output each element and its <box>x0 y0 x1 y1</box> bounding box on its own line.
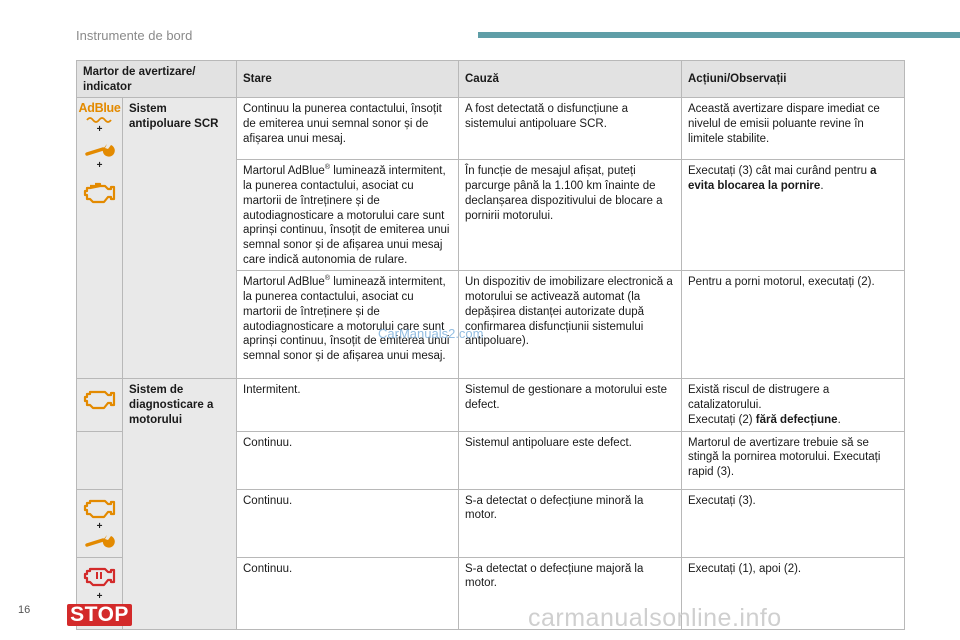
header-state: Stare <box>237 61 459 98</box>
page-number: 16 <box>18 604 31 616</box>
header-cause: Cauză <box>459 61 682 98</box>
state-text: Martorul AdBlue <box>243 165 325 178</box>
adblue-warning-icon: AdBlue <box>78 101 121 116</box>
engine-fault-icon <box>83 564 117 590</box>
wrench-service-icon <box>85 143 115 159</box>
diag-icon-cell-empty <box>77 431 123 489</box>
registered-mark: ® <box>324 164 330 172</box>
state-text: Martorul AdBlue <box>243 276 325 289</box>
plus-sign: + <box>96 520 103 532</box>
plus-sign: + <box>96 590 103 602</box>
table-header-row <box>77 61 905 98</box>
cell-cause: Sistemul de gestionare a motorului este defect. <box>459 379 682 431</box>
actions-text: . <box>837 413 841 426</box>
system-name-scr: Sistem antipoluare SCR <box>123 98 237 379</box>
plus-sign: + <box>96 124 103 136</box>
cell-cause: Sistemul antipoluare este defect. <box>459 431 682 489</box>
warning-lights-table <box>70 60 905 630</box>
cell-state: Continuu. <box>237 489 459 557</box>
page-section-title: Instrumente de bord <box>76 28 193 43</box>
registered-mark: ® <box>324 275 330 283</box>
scr-icons-cell <box>77 98 123 379</box>
diag-icon-cell <box>77 489 123 557</box>
plus-sign: + <box>96 160 103 172</box>
header-accent-bar <box>478 32 960 38</box>
header-actions: Acțiuni/Observații <box>682 61 905 98</box>
cell-actions: Executați (1), apoi (2). <box>682 557 905 629</box>
cell-state: Continuu. <box>237 557 459 629</box>
cell-actions: Pentru a porni motorul, executați (2). <box>682 271 905 379</box>
cell-actions: Executați (3). <box>682 489 905 557</box>
cell-actions: Această avertizare dispare imediat ce nivelul de emisii poluante revine în limitele stabilite. <box>682 98 905 160</box>
cell-state: Continuu. <box>237 431 459 489</box>
actions-text: . <box>820 180 824 193</box>
cell-actions: Martorul de avertizare trebuie să se stingă la pornirea motorului. Executați rapid (3). <box>682 431 905 489</box>
actions-bold-text: fără defecțiune <box>755 413 838 426</box>
header-indicator: Martor de avertizare/ indicator <box>77 61 237 98</box>
system-name-diag: Sistem de diagnosticare a motorului <box>123 379 237 629</box>
cell-cause: În funcție de mesajul afișat, puteți parcurge până la 1.100 km înainte de declanșarea dispozitivului de blocare a pornirii motorului. <box>459 160 682 271</box>
cell-state <box>237 160 459 271</box>
actions-text: Există riscul de distrugere a catalizatorului. <box>688 384 830 412</box>
cell-actions <box>682 160 905 271</box>
table-row <box>77 98 905 160</box>
cell-state: Continuu la punerea contactului, însoțit de emiterea unui semnal sonor și de afișarea unui mesaj. <box>237 98 459 160</box>
cell-cause: S-a detectat o defecțiune minoră la motor. <box>459 489 682 557</box>
cell-actions <box>682 379 905 431</box>
engine-check-icon <box>83 496 117 520</box>
cell-cause: S-a detectat o defecțiune majoră la motor. <box>459 557 682 629</box>
cell-state: Intermitent. <box>237 379 459 431</box>
actions-bold-text: a evita blocarea la pornire <box>688 165 877 193</box>
diag-icon-cell <box>70 557 129 629</box>
engine-check-icon <box>83 387 117 411</box>
wrench-service-icon <box>85 534 115 550</box>
stop-warning-icon: STOP <box>67 604 132 626</box>
actions-text: Executați (2) <box>688 413 756 426</box>
cell-state <box>237 271 459 379</box>
diag-icon-cell <box>77 379 123 431</box>
table-row <box>77 379 905 431</box>
state-text: luminează intermitent, la punerea contactului, asociat cu martorii de întreținere și de autodiagnosticare a motorului care sunt aprinși continuu, însoțit de emiterea unui semnal sonor și de afișarea unui mesaj. <box>243 276 450 363</box>
cell-cause: Un dispozitiv de imobilizare electronică a motorului se activează automat (la depășirea distanței autorizate după confirmarea disfuncțiunii sistemului antipoluare). <box>459 271 682 379</box>
cell-cause: A fost detectată o disfuncțiune a sistemului antipoluare SCR. <box>459 98 682 160</box>
state-text: luminează intermitent, la punerea contactului, asociat cu martorii de întreținere și de autodiagnosticare a motorului care sunt aprinși continuu, însoțit de emiterea unui semnal sonor și de afișarea unui mesaj care indică autonomia de rulare. <box>243 165 450 266</box>
engine-check-icon <box>83 181 117 205</box>
footer-brand: carmanualsonline.info <box>528 604 782 632</box>
actions-text: Executați (3) cât mai curând pentru <box>688 165 871 178</box>
adblue-wave-icon <box>86 115 114 123</box>
watermark: CarManuals2.com <box>378 326 484 341</box>
